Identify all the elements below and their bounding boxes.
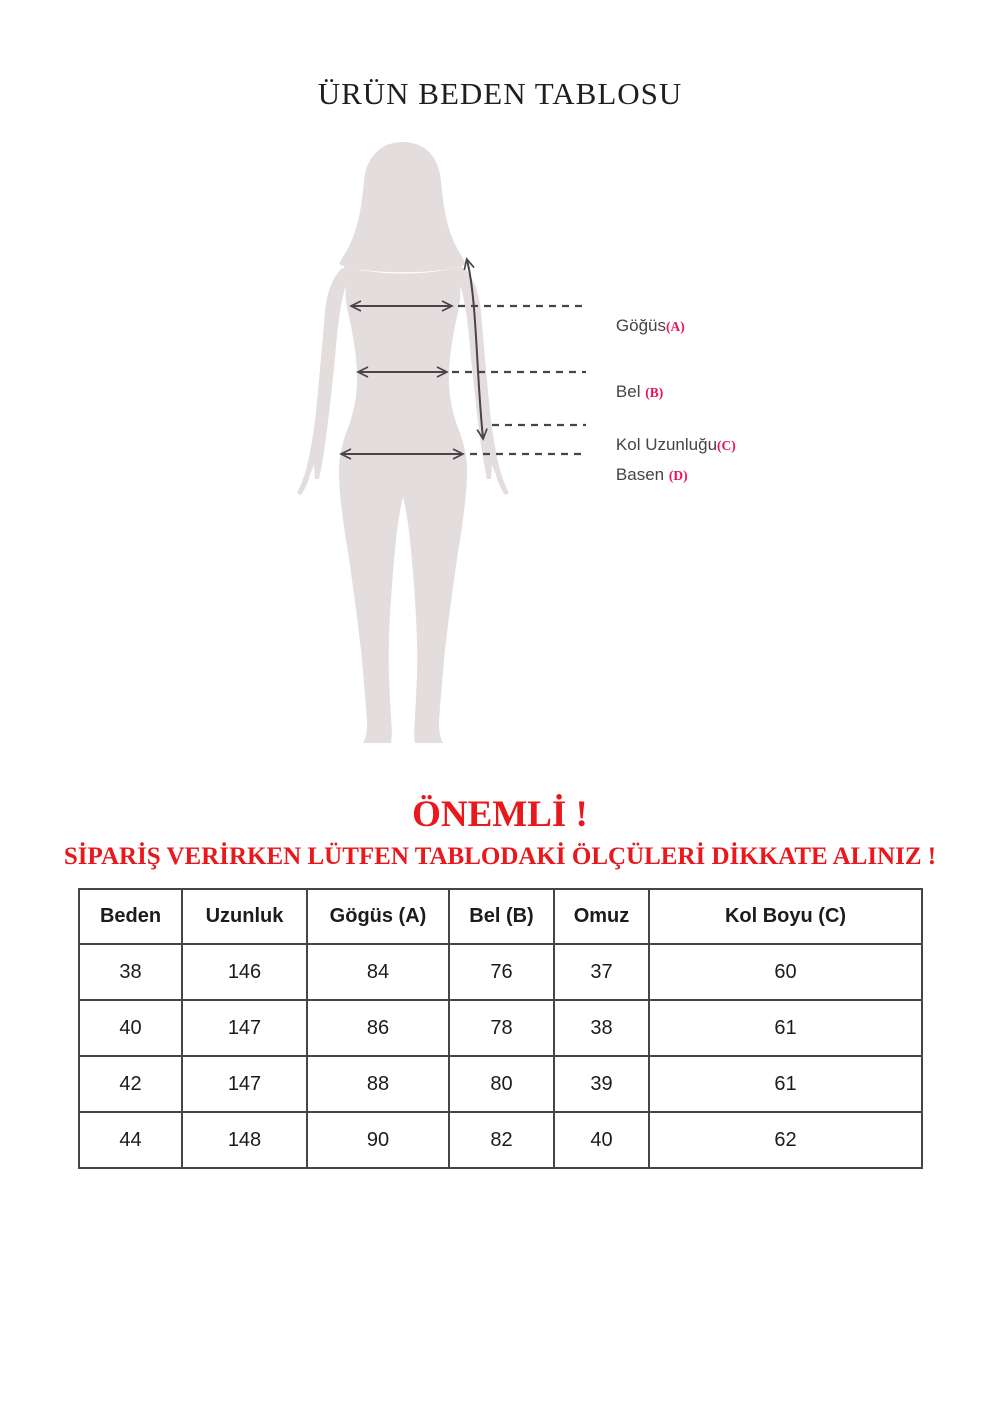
data-cell: 40 [554,1112,649,1168]
data-cell: 80 [449,1056,554,1112]
table-row [79,1112,922,1168]
header-cell-gogus: Gögüs (A) [307,889,449,944]
data-cell: 40 [79,1000,182,1056]
page-title: ÜRÜN BEDEN TABLOSU [317,76,683,111]
data-cell: 86 [307,1000,449,1056]
important-heading: ÖNEMLİ ! [412,794,588,835]
data-cell: 60 [649,944,922,1000]
measurement-letter-badge: (D) [668,468,688,483]
measurement-label-chest [597,296,685,335]
data-cell: 37 [554,944,649,1000]
measurement-letter-badge: (A) [666,319,685,334]
data-cell: 61 [649,1000,922,1056]
data-cell: 88 [307,1056,449,1112]
data-cell: 148 [182,1112,307,1168]
measurement-label-text: Kol Uzunluğu [615,435,718,454]
table-row [79,1056,922,1112]
data-cell: 78 [449,1000,554,1056]
data-cell: 82 [449,1112,554,1168]
silhouette-head-hair [339,142,466,272]
data-cell: 147 [182,1056,307,1112]
measurement-letter-badge: (C) [717,438,736,453]
data-cell: 147 [182,1000,307,1056]
data-cell: 38 [79,944,182,1000]
data-cell: 44 [79,1112,182,1168]
measurement-label-hip [597,445,688,484]
header-cell-kol-boyu: Kol Boyu (C) [649,889,922,944]
measurement-label-waist [597,362,664,401]
data-cell: 146 [182,944,307,1000]
measurement-label-text: Basen [615,465,669,484]
measurement-label-arm-length [597,415,736,454]
data-cell: 84 [307,944,449,1000]
data-cell: 61 [649,1056,922,1112]
header-cell-beden: Beden [79,889,182,944]
measurement-label-text: Göğüs [615,316,666,335]
table-row [79,1000,922,1056]
warning-message: SİPARİŞ VERİRKEN LÜTFEN TABLODAKİ ÖLÇÜLERİ DİKKATE ALINIZ ! [63,843,937,870]
size-table-header-row [79,889,922,944]
measurement-letter-badge: (B) [645,385,664,400]
data-cell: 62 [649,1112,922,1168]
measurement-label-text: Bel [615,382,646,401]
header-cell-bel: Bel (B) [449,889,554,944]
data-cell: 42 [79,1056,182,1112]
silhouette-torso-legs [339,266,467,743]
data-cell: 38 [554,1000,649,1056]
body-measurement-diagram [280,135,602,761]
data-cell: 39 [554,1056,649,1112]
header-cell-uzunluk: Uzunluk [182,889,307,944]
female-silhouette [297,142,509,743]
data-cell: 76 [449,944,554,1000]
size-table [78,888,923,1169]
data-cell: 90 [307,1112,449,1168]
table-row [79,944,922,1000]
header-cell-omuz: Omuz [554,889,649,944]
